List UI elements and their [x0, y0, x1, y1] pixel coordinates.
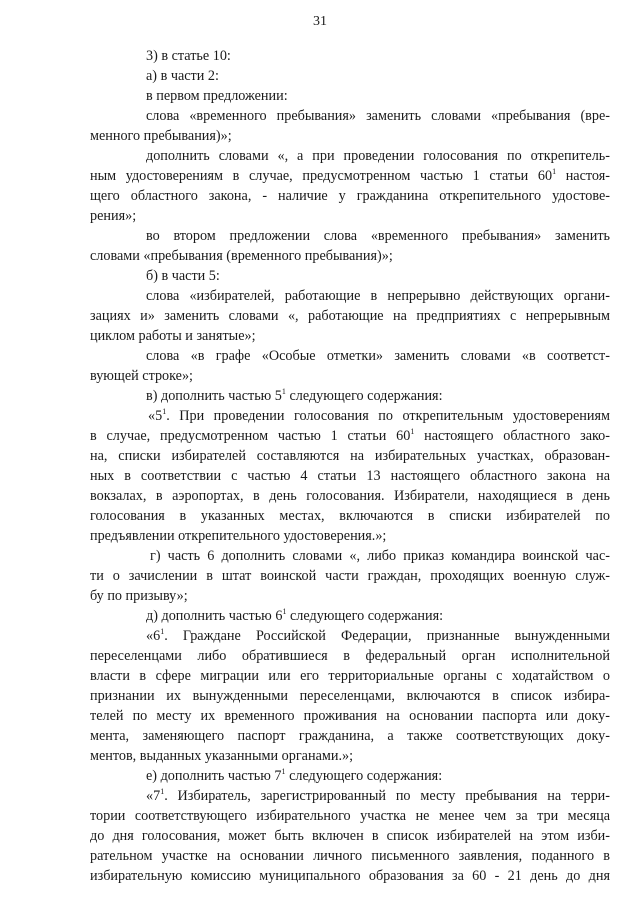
text-line: слова «избирателей, работающие в непрерывно действующих органи-: [146, 288, 610, 304]
text-line: ти о зачислении в штат воинской части граждан, проходящих военную служ-: [90, 568, 610, 584]
text-line: рательном участке на основании личного письменного заявления, поданного в: [90, 848, 610, 864]
text-line: власти в сфере миграции или его территориальные органы с ходатайством о: [90, 668, 610, 684]
text-line: а) в части 2:: [146, 68, 219, 84]
text-line: предъявлении открепительного удостоверения.»;: [90, 528, 387, 544]
text-line: «$7^1$. Избиратель, зарегистрированный по месту пребывания на терри-: [146, 787, 610, 804]
text-line: избирательную комиссию муниципального образования за 60 - 21 день до дня: [90, 868, 610, 884]
text-line: «$5^1$. При проведении голосования по открепительным удостоверениям: [148, 407, 610, 424]
text-line: зациях и» заменить словами «, работающие на предприятиях с непрерывным: [90, 308, 610, 324]
text-line: словами «пребывания (временного пребывания)»;: [90, 248, 393, 264]
text-line: ным удостоверениям в случае, предусмотренном частью 1 статьи $60^1$ настоя-: [90, 167, 610, 184]
text-line: б) в части 5:: [146, 268, 220, 284]
text-line: слова «временного пребывания» заменить словами «пребывания (вре-: [146, 108, 610, 124]
text-line: д) дополнить частью $6^1$ следующего содержания:: [146, 607, 444, 624]
text-line: бу по призыву»;: [90, 588, 188, 604]
text-line: в) дополнить частью $5^1$ следующего содержания:: [146, 387, 443, 404]
text-line: тории соответствующего избирательного участка не менее чем за три месяца: [90, 808, 610, 824]
text-line: дополнить словами «, а при проведении голосования по открепитель-: [146, 148, 610, 164]
text-line: телей по месту их временного проживания на основании паспорта или доку-: [90, 708, 610, 724]
text-line: до дня голосования, может быть включен в список избирателей на этом изби-: [90, 828, 610, 844]
text-line: рения»;: [90, 208, 137, 224]
text-line: 3) в статье 10:: [146, 48, 231, 64]
text-line: вующей строке»;: [90, 368, 193, 384]
text-line: на, списки избирателей составляются на избирательных участках, образован-: [90, 448, 610, 464]
text-line: е) дополнить частью $7^1$ следующего содержания:: [146, 767, 443, 784]
text-line: признании их вынужденными переселенцами, включаются в список избира-: [90, 688, 610, 704]
text-line: «$6^1$. Граждане Российской Федерации, признанные вынужденными: [146, 627, 610, 644]
text-line: в случае, предусмотренном частью 1 статьи $60^1$ настоящего областного зако-: [90, 427, 610, 444]
text-line: мента, заменяющего паспорт гражданина, а также соответствующих доку-: [90, 728, 610, 744]
text-line: циклом работы и занятые»;: [90, 328, 256, 344]
document-body: [90, 46, 610, 886]
text-line: вокзалах, в аэропортах, в день голосования. Избиратели, находящиеся в день: [90, 488, 610, 504]
text-line: ных в соответствии с частью 4 статьи 13 настоящего областного закона на: [90, 468, 610, 484]
text-line: щего областного закона, - наличие у гражданина открепительного удостове-: [90, 188, 610, 204]
text-line: в первом предложении:: [146, 88, 288, 104]
text-line: слова «в графе «Особые отметки» заменить словами «в соответст-: [146, 348, 610, 364]
text-line: менного пребывания)»;: [90, 128, 232, 144]
text-line: г) часть 6 дополнить словами «, либо приказ командира воинской час-: [150, 548, 610, 564]
page-number: 31: [313, 14, 327, 29]
text-line: во втором предложении слова «временного пребывания» заменить: [146, 228, 610, 244]
text-line: голосования в указанных местах, включаются в списки избирателей по: [90, 508, 610, 524]
text-line: ментов, выданных указанными органами.»;: [90, 748, 354, 764]
text-line: переселенцами либо обратившиеся в федеральный орган исполнительной: [90, 648, 610, 664]
